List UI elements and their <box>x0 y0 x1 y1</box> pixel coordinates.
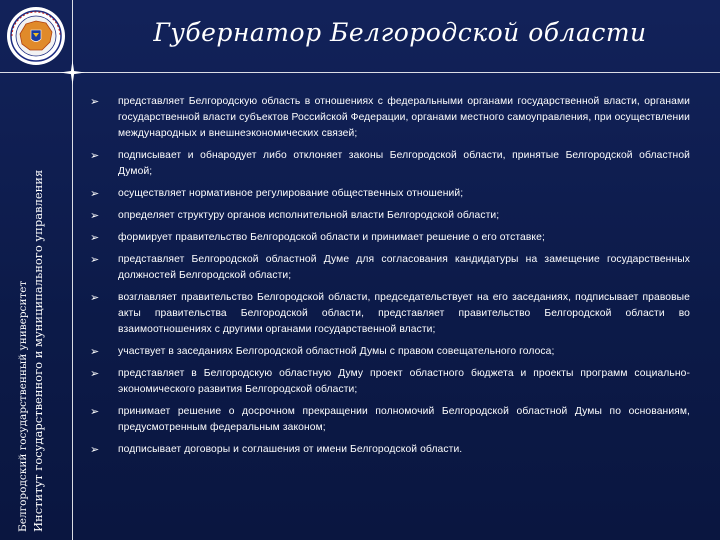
list-item <box>90 290 690 338</box>
arrow-bullet-icon: ➢ <box>90 292 100 304</box>
arrow-bullet-icon: ➢ <box>90 232 100 244</box>
arrow-bullet-icon: ➢ <box>90 346 100 358</box>
list-item-text: возглавляет правительство Белгородской области, председательствует на его заседаниях, подписывает правовые акты правительства Белгородской области, представляет правительство Белгородской области во взаимоотношениях с другими органами государственной власти; <box>118 292 690 335</box>
list-item <box>90 252 690 284</box>
institute-emblem-icon <box>6 6 66 66</box>
list-item-text: подписывает и обнародует либо отклоняет законы Белгородской области, принятые Белгородской областной Думой; <box>118 150 690 177</box>
arrow-bullet-icon: ➢ <box>90 368 100 380</box>
list-item <box>90 442 690 458</box>
powers-list <box>90 94 690 464</box>
corner-star-icon <box>60 60 85 85</box>
list-item <box>90 344 690 360</box>
list-item-text: осуществляет нормативное регулирование общественных отношений; <box>118 188 464 199</box>
list-item-text: принимает решение о досрочном прекращении полномочий Белгородской областной Думы по основаниям, предусмотренным федеральным законом; <box>118 406 690 433</box>
arrow-bullet-icon: ➢ <box>90 210 100 222</box>
list-item <box>90 186 690 202</box>
arrow-bullet-icon: ➢ <box>90 96 100 108</box>
list-item <box>90 366 690 398</box>
list-item <box>90 94 690 142</box>
institute-name: Институт государственного и муниципального управления <box>31 169 45 532</box>
list-item-text: представляет Белгородской областной Думе для согласования кандидатуры на замещение государственных должностей Белгородской области; <box>118 254 690 281</box>
university-name: Белгородский государственный университет <box>17 280 29 532</box>
arrow-bullet-icon: ➢ <box>90 150 100 162</box>
list-item-text: представляет Белгородскую область в отношениях с федеральными органами государственной власти, органами государственной власти субъектов Российской Федерации, органами местного самоуправления, при осуществлении международных и внешнеэкономических связей; <box>118 96 690 139</box>
list-item <box>90 208 690 224</box>
list-item <box>90 230 690 246</box>
list-item-text: подписывает договоры и соглашения от имени Белгородской области. <box>118 444 463 455</box>
arrow-bullet-icon: ➢ <box>90 406 100 418</box>
list-item <box>90 404 690 436</box>
list-item-text: представляет в Белгородскую областную Думу проект областного бюджета и проекты программ социально-экономического развития Белгородской области; <box>118 368 690 395</box>
arrow-bullet-icon: ➢ <box>90 188 100 200</box>
page-title: Губернатор Белгородской области <box>153 18 647 47</box>
list-item-text: определяет структуру органов исполнительной власти Белгородской области; <box>118 210 500 221</box>
list-item <box>90 148 690 180</box>
arrow-bullet-icon: ➢ <box>90 254 100 266</box>
list-item-text: участвует в заседаниях Белгородской областной Думы с правом совещательного голоса; <box>118 346 555 357</box>
horizontal-divider <box>0 72 720 73</box>
arrow-bullet-icon: ➢ <box>90 444 100 456</box>
sidebar-vertical-caption <box>16 92 46 532</box>
list-item-text: формирует правительство Белгородской области и принимает решение о его отставке; <box>118 232 545 243</box>
